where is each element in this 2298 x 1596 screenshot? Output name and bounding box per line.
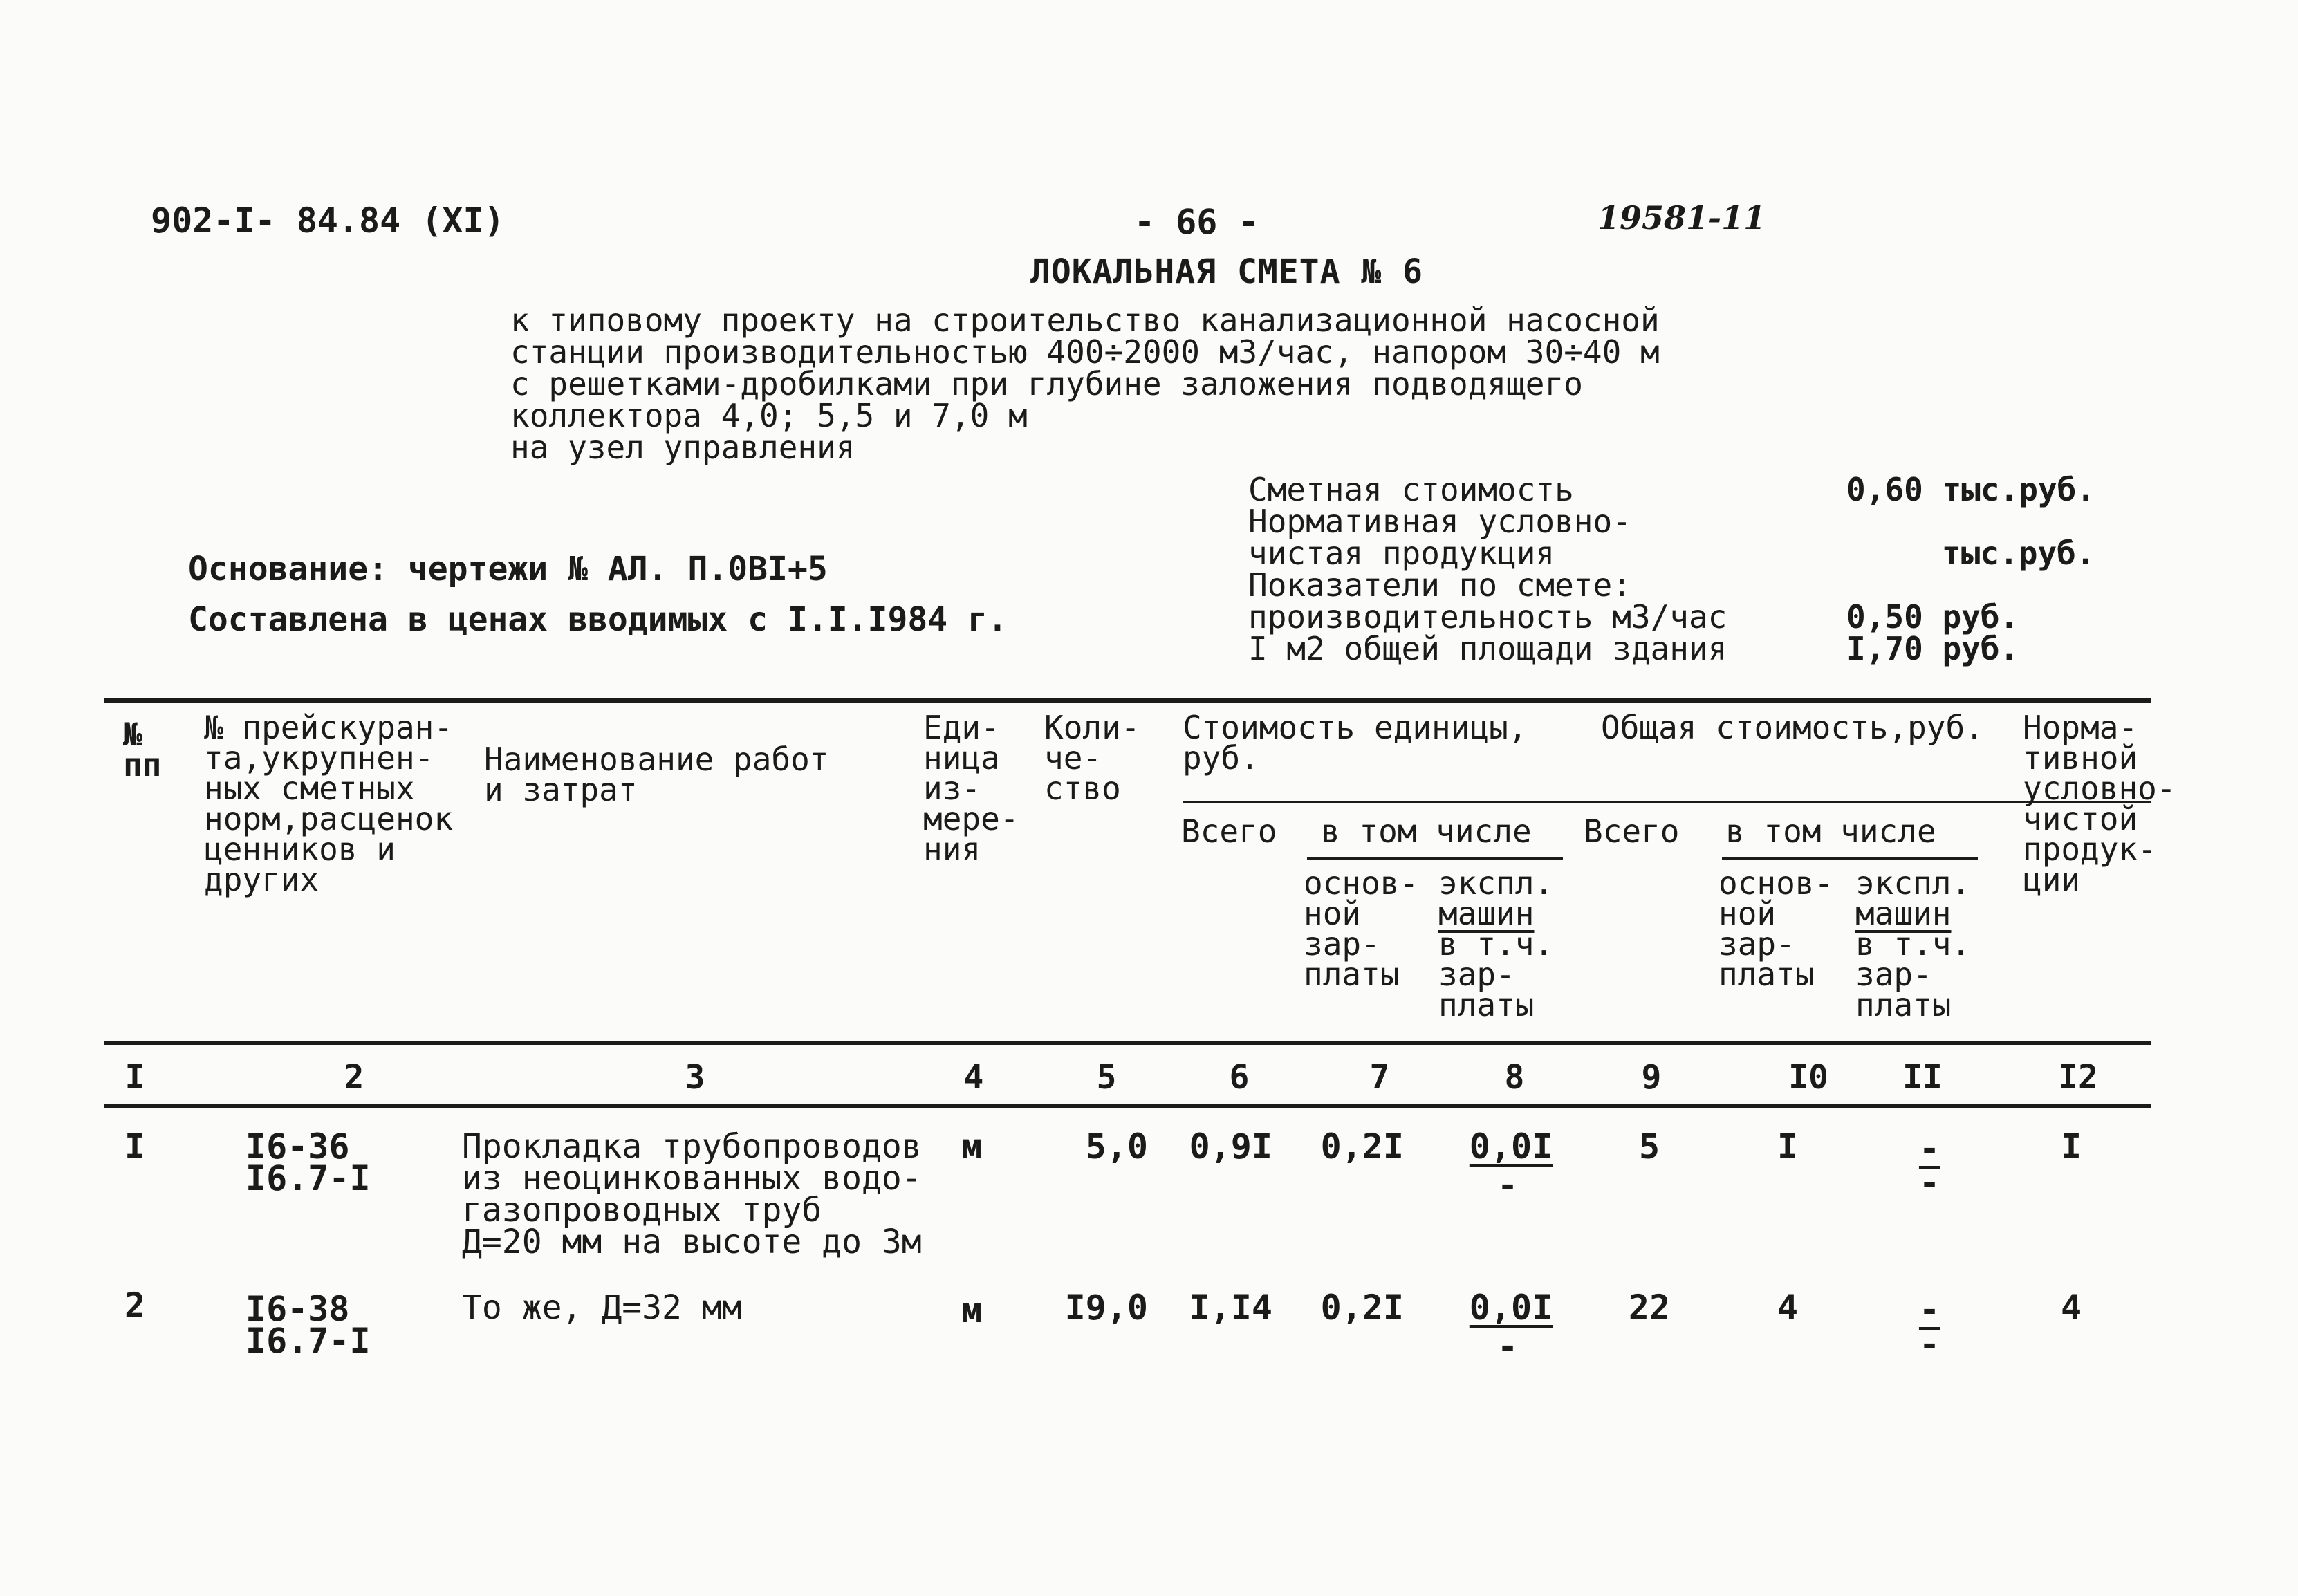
- header-total-total: Всего: [1584, 813, 1680, 850]
- subtitle-line: с решетками-дробилками при глубине заложения подводящего: [510, 365, 1583, 402]
- row-unit-machines-wages: -: [1497, 1326, 1519, 1366]
- basis-text: Основание: чертежи № АЛ. П.0BI+5: [188, 550, 828, 588]
- productivity-label: производительность м3/час: [1248, 598, 1727, 635]
- header-unit-machines: экспл. машин в т.ч. зар- платы: [1438, 864, 1554, 1023]
- inventory-number: 19581-11: [1597, 199, 1766, 236]
- row-unit-total: 0,9I: [1189, 1126, 1272, 1167]
- header-unit-cost: Стоимость единицы, руб.: [1183, 709, 1528, 777]
- subtitle-line: коллектора 4,0; 5,5 и 7,0 м: [510, 397, 1028, 434]
- row-unit-wages: 0,2I: [1320, 1126, 1404, 1167]
- column-number: 8: [1504, 1058, 1525, 1097]
- indicators-label: Показатели по смете:: [1248, 566, 1631, 604]
- document-code: 902-I- 84.84 (XI): [151, 201, 505, 241]
- row-unit-wages: 0,2I: [1320, 1288, 1404, 1328]
- header-total-machines: экспл. машин в т.ч. зар- платы: [1855, 864, 1971, 1023]
- row-name: То же, Д=32 мм: [462, 1288, 742, 1327]
- column-number: 3: [685, 1058, 705, 1097]
- row-num: 2: [124, 1286, 146, 1326]
- column-number: II: [1902, 1058, 1943, 1097]
- column-number: 5: [1096, 1058, 1117, 1097]
- column-numbers-rule: [104, 1104, 2151, 1108]
- column-number: 4: [963, 1058, 984, 1097]
- header-col-num: № пп: [123, 716, 162, 783]
- row-unit: м: [961, 1126, 983, 1167]
- row-code: I6-38 I6.7-I: [245, 1289, 371, 1361]
- estimate-subtitle: [510, 301, 1660, 466]
- row-total: 5: [1638, 1126, 1660, 1167]
- indicators-values: [1846, 471, 2096, 667]
- column-number: 6: [1229, 1058, 1250, 1097]
- row-qty: I9,0: [1064, 1288, 1148, 1328]
- row-num: I: [124, 1126, 146, 1167]
- header-total-wages: основ- ной зар- платы: [1718, 864, 1834, 993]
- row-total-wages: 4: [1777, 1288, 1799, 1328]
- estimated-cost-label: Сметная стоимость: [1248, 471, 1574, 508]
- row-unit: м: [961, 1290, 983, 1330]
- indicators-labels: [1248, 471, 1727, 667]
- column-number: I: [124, 1058, 145, 1097]
- header-col-unit: Еди- ница из- мере- ния: [923, 709, 1019, 868]
- estimate-title: ЛОКАЛЬНАЯ СМЕТА № 6: [1030, 252, 1424, 291]
- row-total-wages: I: [1777, 1126, 1799, 1167]
- subtitle-line: на узел управления: [510, 429, 855, 466]
- cost-header-rule: [1183, 801, 2151, 803]
- estimated-cost-value: 0,60 тыс.руб.: [1846, 471, 2096, 508]
- productivity-value: 0,50 руб.: [1846, 598, 2019, 635]
- column-number: 2: [344, 1058, 364, 1097]
- row-unit-machines: 0,0I: [1469, 1126, 1553, 1167]
- column-number: 9: [1641, 1058, 1662, 1097]
- row-total-machines-wages: -: [1918, 1324, 1940, 1364]
- row-unit-machines: 0,0I: [1469, 1288, 1553, 1328]
- header-bottom-rule: [104, 1041, 2151, 1045]
- header-col-name: Наименование работ и затрат: [484, 741, 829, 808]
- header-col-pricelist: № прейскуран- та,укрупнен- ных сметных норм,расценок ценников и других: [204, 709, 454, 898]
- page-number: - 66 -: [1134, 202, 1259, 242]
- unit-incl-rule: [1307, 857, 1563, 860]
- header-col-qty: Коли- че- ство: [1044, 709, 1140, 807]
- row-total-machines: -: [1918, 1129, 1940, 1169]
- header-unit-total: Всего: [1181, 813, 1277, 850]
- row-qty: 5,0: [1085, 1126, 1148, 1167]
- total-incl-rule: [1722, 857, 1978, 860]
- header-total-cost: Общая стоимость,руб.: [1601, 709, 1984, 746]
- area-label: I м2 общей площади здания: [1248, 630, 1727, 667]
- row-normative: I: [2060, 1126, 2082, 1167]
- normative-label-line2: чистая продукция: [1248, 535, 1555, 572]
- normative-label-line1: Нормативная условно-: [1248, 503, 1631, 540]
- header-unit-wages: основ- ной зар- платы: [1304, 864, 1419, 993]
- column-number: I2: [2058, 1058, 2098, 1097]
- row-unit-total: I,I4: [1189, 1288, 1272, 1328]
- column-number: I0: [1788, 1058, 1828, 1097]
- subtitle-line: к типовому проекту на строительство канализационной насосной: [510, 301, 1660, 339]
- header-col-normative: Норма- тивной условно- чистой продук- ции: [2023, 709, 2176, 898]
- area-value: I,70 руб.: [1846, 630, 2019, 667]
- column-number: 7: [1369, 1058, 1390, 1097]
- row-unit-machines-wages: -: [1497, 1165, 1519, 1205]
- header-unit-incl: в том числе: [1321, 813, 1532, 850]
- header-total-incl: в том числе: [1725, 813, 1936, 850]
- row-normative: 4: [2060, 1288, 2082, 1328]
- row-total-machines-wages: -: [1918, 1163, 1940, 1203]
- subtitle-line: станции производительностью 400÷2000 м3/час, напором 30÷40 м: [510, 333, 1660, 371]
- normative-value: тыс.руб.: [1942, 535, 2095, 572]
- row-name: Прокладка трубопроводов из неоцинкованных водо- газопроводных труб Д=20 мм на высоте до 3м: [462, 1127, 922, 1261]
- table-top-rule: [104, 698, 2151, 703]
- row-total: 22: [1628, 1288, 1671, 1328]
- row-code: I6-36 I6.7-I: [245, 1126, 371, 1198]
- row-total-machines: -: [1918, 1290, 1940, 1330]
- prices-note: Составлена в ценах вводимых с I.I.I984 г.: [188, 600, 1008, 639]
